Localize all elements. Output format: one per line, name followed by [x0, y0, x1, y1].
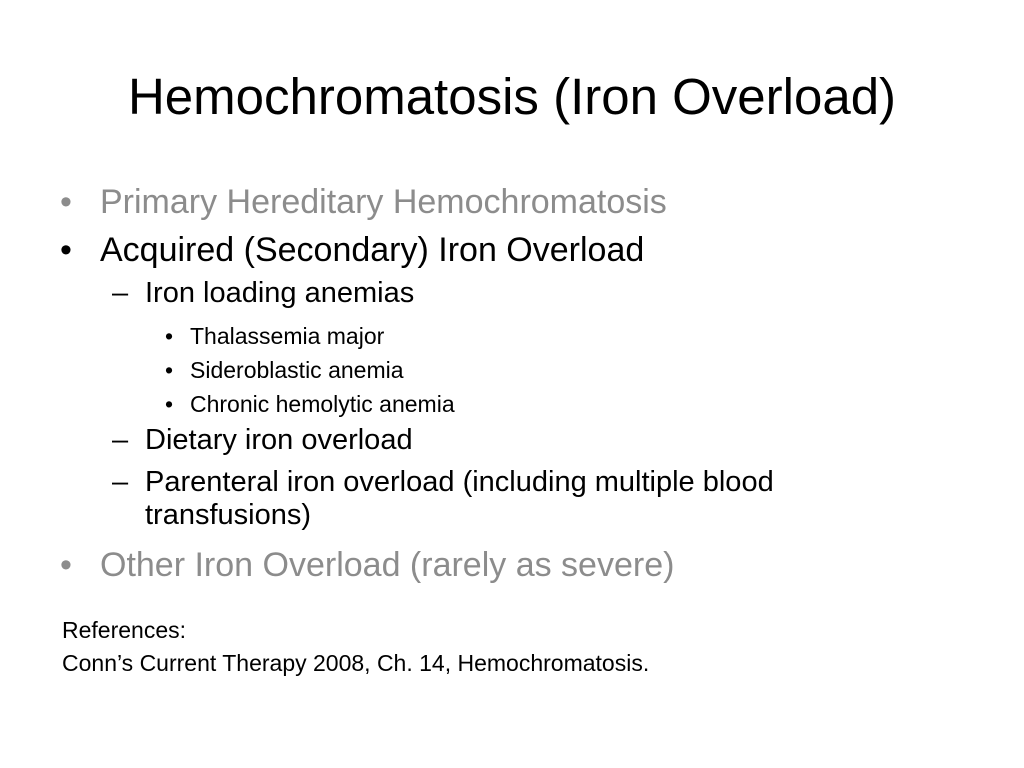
subsubbullet-text: Thalassemia major — [190, 323, 385, 349]
references-block — [62, 614, 649, 680]
bullet-other-iron-overload — [60, 541, 960, 589]
subbullet-iron-loading-anemias — [60, 277, 905, 310]
bullet-dot-icon: • — [165, 357, 174, 383]
subbullet-text: Dietary iron overload — [145, 424, 413, 456]
subbullet-text: Iron loading anemias — [145, 277, 415, 309]
references-heading: References: — [62, 617, 187, 643]
references-citation: Conn’s Current Therapy 2008, Ch. 14, Hemochromatosis. — [62, 650, 650, 676]
subsubbullet-thalassemia — [60, 319, 960, 353]
bullet-acquired-secondary — [60, 226, 960, 274]
subsubbullet-text: Chronic hemolytic anemia — [190, 391, 455, 417]
bullet-text: Primary Hereditary Hemochromatosis — [100, 183, 667, 221]
subsubbullet-chronic-hemolytic — [60, 387, 960, 421]
bullet-text: Acquired (Secondary) Iron Overload — [100, 231, 645, 269]
bullet-dot-icon: • — [60, 231, 72, 269]
bullet-dot-icon: • — [60, 546, 72, 584]
dash-icon: – — [112, 277, 129, 309]
dash-icon: – — [112, 466, 129, 498]
bullet-dot-icon: • — [165, 323, 174, 349]
slide-title: Hemochromatosis (Iron Overload) — [127, 68, 897, 125]
bullet-text: Other Iron Overload (rarely as severe) — [100, 546, 675, 584]
subbullet-dietary-iron — [60, 424, 905, 457]
bullet-list — [60, 178, 960, 589]
bullet-dot-icon: • — [60, 183, 72, 221]
subbullet-text: Parenteral iron overload (including multiple blood transfusions) — [145, 466, 774, 531]
subsubbullet-text: Sideroblastic anemia — [190, 357, 404, 383]
bullet-primary-hereditary — [60, 178, 960, 226]
dash-icon: – — [112, 424, 129, 456]
subsubbullet-sideroblastic — [60, 353, 960, 387]
subbullet-parenteral-iron — [60, 466, 905, 532]
bullet-dot-icon: • — [165, 391, 174, 417]
